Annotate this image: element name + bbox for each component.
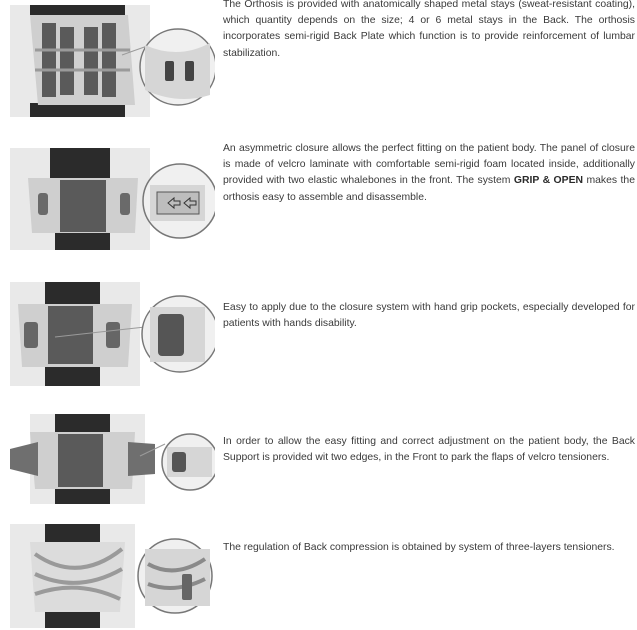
grip-open-emphasis: GRIP & OPEN [513, 175, 584, 187]
description-hand-grip: Easy to apply due to the closure system with hand grip pockets, especially developed for patients with hands disability. [223, 302, 635, 330]
section-asymmetric-closure [0, 140, 637, 260]
product-photo-compression [10, 524, 215, 628]
description-asymmetric-closure: An asymmetric closure allows the perfect fitting on the patient body. The panel of closure is made of velcro laminate with comfortable semi-rigid foam located inside, additionally provided with two elastic whalebones in the front. The system GRIP & OPEN makes the orthosis easy to assemble and disassemble. [223, 143, 635, 203]
section-front-edges [0, 410, 637, 510]
product-photo-asymmetric-closure [10, 148, 215, 250]
product-photo-metal-stays [10, 5, 215, 117]
description-metal-stays: The Orthosis is provided with anatomically shaped metal stays (sweat-resistant coating), which quantity depends on the size; 4 or 6 metal stays in the Back. The orthosis incorporates semi-rigid Back Plate which function is to provide reinforcement of lumbar stabilization. [223, 0, 635, 59]
section-hand-grip [0, 280, 637, 390]
product-photo-front-edges [10, 414, 215, 504]
section-compression [0, 520, 637, 630]
product-photo-hand-grip [10, 282, 215, 386]
description-front-edges: In order to allow the easy fitting and correct adjustment on the patient body, the Back Support is provided wit two edges, in the Front to park the flaps of velcro tensioners. [223, 436, 635, 464]
description-compression: The regulation of Back compression is obtained by system of three-layers tensioners. [223, 542, 615, 553]
section-metal-stays [0, 0, 637, 120]
